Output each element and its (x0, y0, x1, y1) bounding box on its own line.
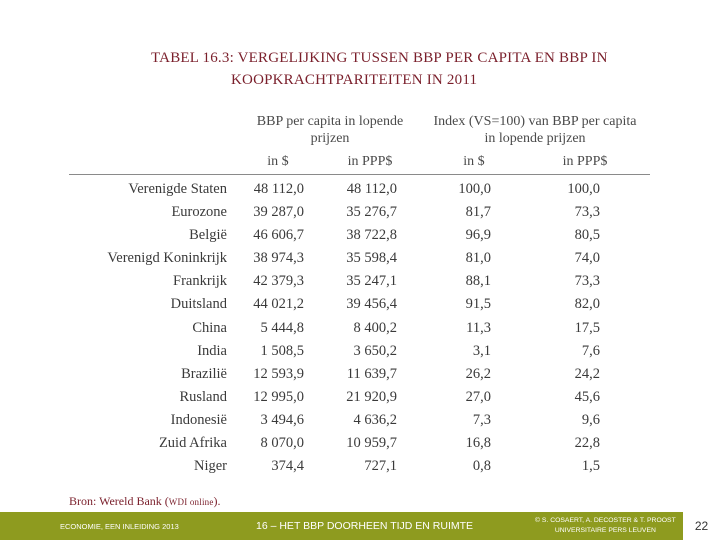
source-suffix: ). (213, 494, 221, 508)
table-title-line-1: TABEL 16.3: VERGELIJKING TUSSEN BBP PER CAPITA EN BBP IN (151, 50, 608, 66)
table-row (0, 433, 720, 456)
value-cell: 96,9 (465, 227, 491, 244)
country-cell: Niger (193, 458, 227, 475)
value-cell: 4 636,2 (353, 411, 397, 428)
country-cell: China (192, 319, 227, 336)
value-cell: 100,0 (458, 181, 491, 197)
footer-copyright-line: © S. COSAERT, A. DECOSTER & T. PROOST (535, 517, 676, 524)
table-row (0, 202, 720, 225)
value-cell: 11,3 (466, 319, 491, 336)
country-cell: Brazilië (181, 365, 227, 382)
value-cell: 22,8 (574, 435, 600, 452)
value-cell: 80,5 (574, 227, 600, 244)
table-row (0, 294, 720, 317)
footer-chapter-title: 16 – HET BBP DOORHEEN TIJD EN RUIMTE (256, 520, 474, 532)
header-line: BBP per capita in lopende (256, 114, 404, 129)
value-cell: 374,4 (271, 458, 304, 475)
table-row (0, 341, 720, 364)
value-cell: 44 021,2 (253, 296, 304, 313)
value-cell: 38 722,8 (346, 227, 397, 244)
header-divider (69, 174, 650, 175)
country-cell: Duitsland (170, 296, 227, 313)
footer-publisher-line: UNIVERSITAIRE PERS LEUVEN (554, 527, 656, 534)
country-cell: Indonesië (170, 411, 227, 428)
table-row (0, 318, 720, 341)
value-cell: 46 606,7 (253, 227, 304, 244)
value-cell: 81,7 (465, 204, 491, 221)
source-note (69, 494, 221, 509)
value-cell: 42 379,3 (253, 273, 304, 290)
data-table (0, 179, 720, 479)
value-cell: 39 456,4 (346, 296, 397, 313)
country-cell: Verenigde Staten (128, 181, 227, 197)
value-cell: 16,8 (465, 435, 491, 452)
table-title-line-2: KOOPKRACHTPARITEITEN IN 2011 (231, 72, 478, 88)
value-cell: 39 287,0 (253, 204, 304, 221)
value-cell: 100,0 (567, 181, 600, 197)
value-cell: 27,0 (465, 388, 491, 405)
header-unit-ppp: in PPP$ (347, 154, 393, 169)
value-cell: 3,1 (472, 342, 491, 359)
page-number: 22 (683, 512, 720, 540)
header-line: Index (VS=100) van BBP per capita (433, 114, 637, 129)
value-cell: 26,2 (465, 365, 491, 382)
header-unit-usd-index: in $ (463, 154, 485, 169)
value-cell: 8 400,2 (353, 319, 397, 336)
value-cell: 10 959,7 (346, 435, 397, 452)
value-cell: 35 598,4 (346, 250, 397, 267)
country-cell: Eurozone (171, 204, 227, 221)
value-cell: 88,1 (465, 273, 491, 290)
value-cell: 8 070,0 (260, 435, 304, 452)
table-row (0, 225, 720, 248)
value-cell: 74,0 (574, 250, 600, 267)
value-cell: 24,2 (574, 365, 600, 382)
value-cell: 73,3 (574, 204, 600, 221)
table-row (0, 271, 720, 294)
value-cell: 35 276,7 (346, 204, 397, 221)
table-row (0, 387, 720, 410)
source-prefix: Bron: Wereld Bank ( (69, 494, 169, 508)
value-cell: 3 650,2 (353, 342, 397, 359)
value-cell: 7,6 (581, 342, 600, 359)
value-cell: 17,5 (574, 319, 600, 336)
value-cell: 73,3 (574, 273, 600, 290)
source-wdi: WDI online (168, 497, 214, 507)
table-row (0, 410, 720, 433)
value-cell: 38 974,3 (253, 250, 304, 267)
value-cell: 7,3 (472, 411, 491, 428)
table-row (0, 179, 720, 202)
value-cell: 21 920,9 (346, 388, 397, 405)
table-row (0, 456, 720, 479)
value-cell: 45,6 (574, 388, 600, 405)
header-line: in lopende prijzen (484, 131, 586, 146)
footer-copyright (535, 516, 676, 536)
value-cell: 35 247,1 (346, 273, 397, 290)
value-cell: 3 494,6 (260, 411, 304, 428)
header-index-vs (430, 113, 640, 147)
header-unit-ppp-index: in PPP$ (562, 154, 608, 169)
value-cell: 82,0 (574, 296, 600, 313)
value-cell: 1,5 (581, 458, 600, 475)
value-cell: 9,6 (581, 411, 600, 428)
country-cell: India (197, 342, 227, 359)
value-cell: 727,1 (364, 458, 397, 475)
value-cell: 91,5 (465, 296, 491, 313)
country-cell: Verenigd Koninkrijk (107, 250, 227, 267)
value-cell: 12 995,0 (253, 388, 304, 405)
value-cell: 0,8 (472, 458, 491, 475)
country-cell: Rusland (179, 388, 227, 405)
table-row (0, 248, 720, 271)
value-cell: 5 444,8 (260, 319, 304, 336)
value-cell: 48 112,0 (346, 181, 397, 197)
value-cell: 81,0 (465, 250, 491, 267)
country-cell: Frankrijk (173, 273, 227, 290)
footer-course-title: ECONOMIE, EEN INLEIDING 2013 (60, 522, 179, 531)
country-cell: België (189, 227, 227, 244)
header-unit-usd: in $ (267, 154, 289, 169)
footer-bar (0, 512, 720, 540)
value-cell: 11 639,7 (346, 365, 397, 382)
table-row (0, 364, 720, 387)
value-cell: 48 112,0 (253, 181, 304, 197)
header-line: prijzen (310, 131, 350, 146)
value-cell: 1 508,5 (260, 342, 304, 359)
header-bbp-per-capita (250, 113, 410, 147)
value-cell: 12 593,9 (253, 365, 304, 382)
country-cell: Zuid Afrika (158, 435, 227, 452)
